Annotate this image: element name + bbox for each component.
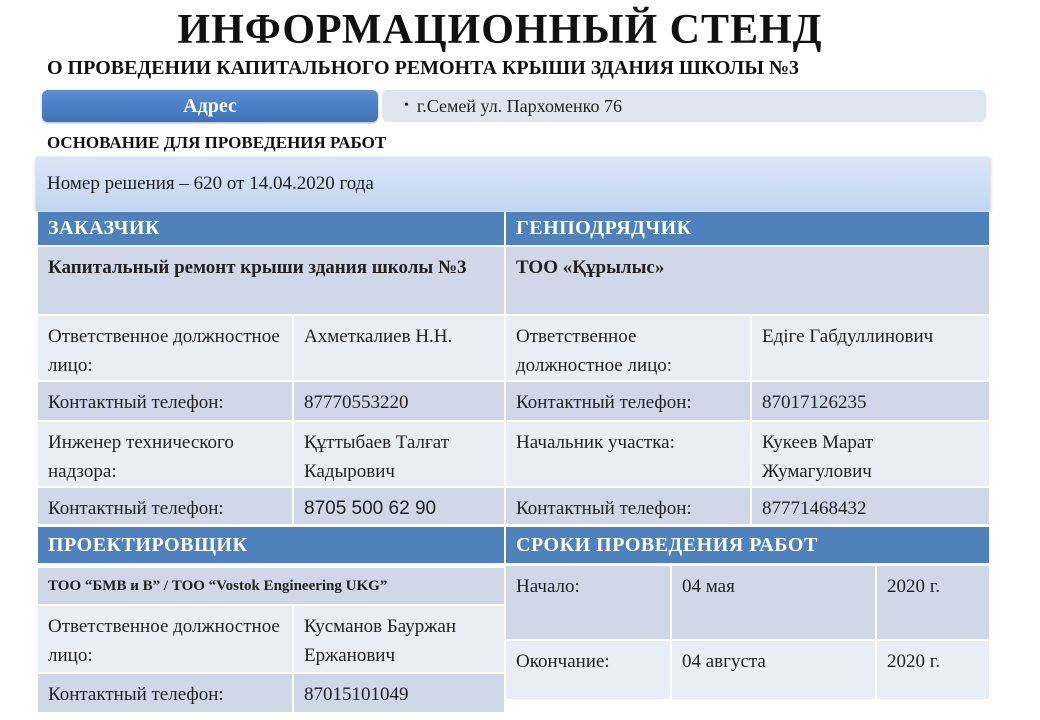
contractor-responsible-value: Едіге Габдуллинович bbox=[752, 316, 989, 380]
customer-responsible-value: Ахметкалиев Н.Н. bbox=[294, 316, 504, 380]
page-title: ИНФОРМАЦИОННЫЙ СТЕНД bbox=[177, 7, 823, 53]
designer-phone-value: 87015101049 bbox=[294, 674, 504, 712]
customer-engineer-label: Инженер технического надзора: bbox=[38, 422, 292, 486]
customer-responsible-label: Ответственное должностное лицо: bbox=[38, 316, 292, 380]
schedule-start-label: Начало: bbox=[506, 566, 670, 639]
contractor-company: ТОО «Құрылыс» bbox=[506, 247, 989, 314]
schedule-end-date: 04 августа bbox=[672, 641, 875, 699]
customer-phone2-label: Контактный телефон: bbox=[38, 488, 292, 524]
designer-header: ПРОЕКТИРОВЩИК bbox=[38, 527, 504, 563]
page-subtitle: О ПРОВЕДЕНИИ КАПИТАЛЬНОГО РЕМОНТА КРЫШИ ЗДАНИЯ ШКОЛЫ №3 bbox=[47, 57, 800, 79]
customer-phone1-value: 87770553220 bbox=[294, 382, 504, 420]
contractor-site-chief-label: Начальник участка: bbox=[506, 422, 750, 486]
decision-banner: Номер решения – 620 от 14.04.2020 года bbox=[36, 157, 990, 211]
customer-phone2-value: 8705 500 62 90 bbox=[294, 488, 504, 524]
customer-phone1-label: Контактный телефон: bbox=[38, 382, 292, 420]
address-value: г.Семей ул. Пархоменко 76 bbox=[416, 95, 622, 116]
schedule-header: СРОКИ ПРОВЕДЕНИЯ РАБОТ bbox=[506, 527, 989, 563]
designer-responsible-value: Кусманов Бауржан Ержанович bbox=[294, 606, 504, 672]
address-label: Адрес bbox=[42, 90, 378, 122]
contractor-phone2-label: Контактный телефон: bbox=[506, 488, 750, 524]
contractor-phone2-value: 87771468432 bbox=[752, 488, 989, 524]
customer-object: Капитальный ремонт крыши здания школы №3 bbox=[38, 247, 504, 314]
address-value-box bbox=[382, 90, 986, 122]
schedule-end-label: Окончание: bbox=[506, 641, 670, 699]
schedule-start-date: 04 мая bbox=[672, 566, 875, 639]
contractor-responsible-label: Ответственное должностное лицо: bbox=[506, 316, 750, 380]
contractor-phone1-label: Контактный телефон: bbox=[506, 382, 750, 420]
designer-phone-label: Контактный телефон: bbox=[38, 674, 292, 712]
customer-engineer-value: Құттыбаев Талғат Кадырович bbox=[294, 422, 504, 486]
contractor-site-chief-value: Кукеев Марат Жумагулович bbox=[752, 422, 989, 486]
bullet-icon: • bbox=[404, 98, 409, 113]
designer-company: ТОО “БМВ и В” / ТОО “Vostok Engineering UKG” bbox=[38, 568, 504, 604]
contractor-header: ГЕНПОДРЯДЧИК bbox=[506, 212, 989, 245]
schedule-end-year: 2020 г. bbox=[877, 641, 989, 699]
designer-responsible-label: Ответственное должностное лицо: bbox=[38, 606, 292, 672]
basis-heading: ОСНОВАНИЕ ДЛЯ ПРОВЕДЕНИЯ РАБОТ bbox=[47, 133, 387, 152]
schedule-start-year: 2020 г. bbox=[877, 566, 989, 639]
contractor-phone1-value: 87017126235 bbox=[752, 382, 989, 420]
customer-header: ЗАКАЗЧИК bbox=[38, 212, 504, 245]
